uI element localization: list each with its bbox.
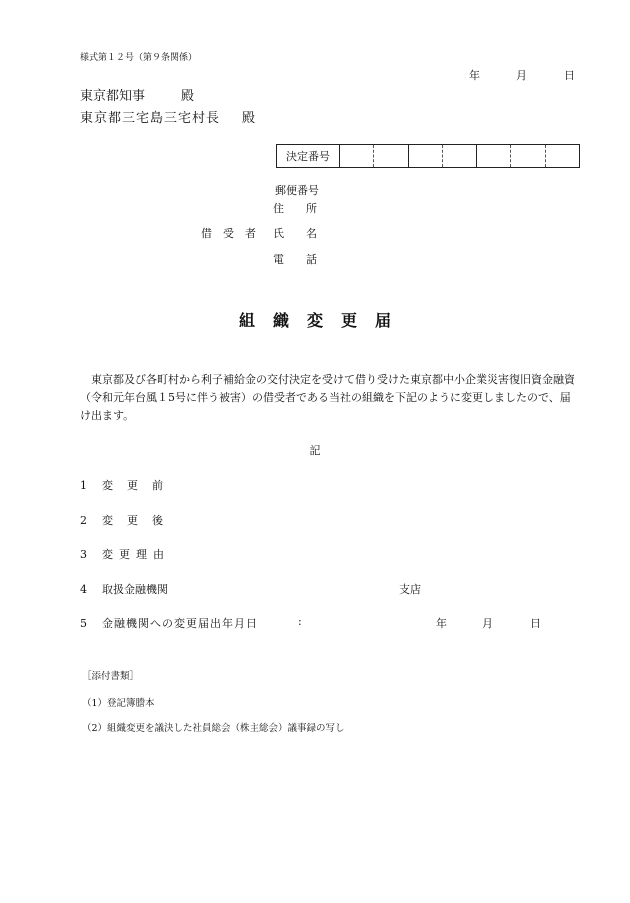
item-number: 1 xyxy=(80,479,87,492)
item-label: 変更後 xyxy=(102,514,177,527)
item-label: 変更前 xyxy=(102,479,177,492)
item-notification-date xyxy=(80,615,258,631)
item-label: 取扱金融機関 xyxy=(102,583,168,596)
attachment-item: （2）組織変更を議決した社員総会（株主総会）議事録の写し xyxy=(82,723,345,734)
postal-code-label: 郵便番号 xyxy=(275,184,319,197)
decision-number-cell[interactable] xyxy=(546,145,579,167)
addressee-mayor-suffix: 殿 xyxy=(242,111,257,126)
addressee-mayor xyxy=(80,107,256,126)
branch-label: 支店 xyxy=(399,583,421,596)
decision-number-cell[interactable] xyxy=(443,145,477,167)
phone-label: 電 話 xyxy=(273,253,317,266)
item-before xyxy=(80,477,177,493)
item-label: 変更理由 xyxy=(102,548,170,561)
date-year-label: 年 xyxy=(469,69,480,82)
name-label: 氏 名 xyxy=(273,227,317,240)
item-number: 4 xyxy=(80,583,87,596)
decision-number-cell[interactable] xyxy=(477,145,511,167)
date-month-label: 月 xyxy=(516,69,527,82)
attachment-item: （1）登記簿謄本 xyxy=(82,698,155,709)
notify-day-label: 日 xyxy=(530,617,541,630)
addressee-governor xyxy=(80,85,194,104)
borrower-role-label: 借 受 者 xyxy=(201,227,256,240)
decision-number-box xyxy=(276,144,580,168)
attachments-heading: ［添付書類］ xyxy=(82,671,140,682)
addressee-governor-name: 東京都知事 xyxy=(80,89,146,104)
item-number: 2 xyxy=(80,514,87,527)
decision-number-cell[interactable] xyxy=(340,145,374,167)
item-after xyxy=(80,512,177,528)
address-label: 住 所 xyxy=(273,202,317,215)
date-day-label: 日 xyxy=(564,69,575,82)
ki-heading: 記 xyxy=(309,444,321,457)
addressee-mayor-name: 東京都三宅島三宅村長 xyxy=(80,111,221,126)
item-number: 5 xyxy=(80,617,87,630)
decision-number-cell[interactable] xyxy=(374,145,408,167)
item-label: 金融機関への変更届出年月日 xyxy=(102,617,258,630)
decision-number-cell[interactable] xyxy=(409,145,443,167)
decision-number-cell[interactable] xyxy=(511,145,545,167)
body-paragraph: 東京都及び各町村から利子補給金の交付決定を受けて借り受けた東京都中小企業災害復旧資金融資（令和元年台風１5号に伴う被害）の借受者である当社の組織を下記のように変更しましたので、届け出ます。 xyxy=(80,373,575,422)
decision-number-label: 決定番号 xyxy=(277,145,340,167)
item-colon: : xyxy=(298,615,302,628)
document-title: 組織変更届 xyxy=(238,311,409,330)
form-number: 様式第１２号（第９条関係） xyxy=(80,53,198,63)
item-bank xyxy=(80,581,168,597)
notify-year-label: 年 xyxy=(436,617,447,630)
addressee-governor-suffix: 殿 xyxy=(181,89,195,104)
notify-month-label: 月 xyxy=(482,617,493,630)
item-number: 3 xyxy=(80,548,87,561)
item-reason xyxy=(80,546,170,562)
